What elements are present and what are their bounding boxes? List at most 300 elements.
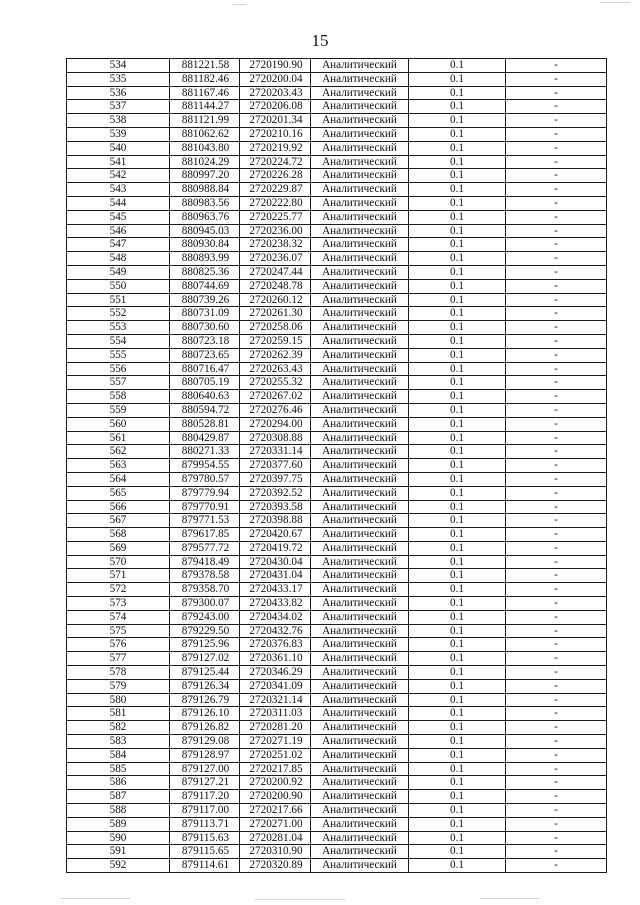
table-row bbox=[67, 624, 607, 638]
scan-artifact bbox=[232, 4, 246, 5]
page-number: 15 bbox=[311, 31, 329, 50]
method-cell: Аналитический bbox=[311, 500, 409, 514]
method-cell: Аналитический bbox=[311, 362, 409, 376]
point-number-cell: 547 bbox=[67, 238, 170, 252]
note-cell: - bbox=[506, 845, 607, 859]
x-coordinate-cell: 879770.91 bbox=[170, 500, 240, 514]
y-coordinate-cell: 2720281.04 bbox=[240, 831, 311, 845]
note-cell: - bbox=[506, 583, 607, 597]
table-row bbox=[67, 307, 607, 321]
point-number-cell: 580 bbox=[67, 693, 170, 707]
x-coordinate-cell: 881144.27 bbox=[170, 100, 240, 114]
point-number-cell: 552 bbox=[67, 307, 170, 321]
point-number-cell: 544 bbox=[67, 196, 170, 210]
method-cell: Аналитический bbox=[311, 472, 409, 486]
method-cell: Аналитический bbox=[311, 610, 409, 624]
x-coordinate-cell: 879954.55 bbox=[170, 459, 240, 473]
y-coordinate-cell: 2720398.88 bbox=[240, 514, 311, 528]
table-row bbox=[67, 321, 607, 335]
table-row bbox=[67, 472, 607, 486]
point-number-cell: 590 bbox=[67, 831, 170, 845]
method-cell: Аналитический bbox=[311, 59, 409, 73]
point-number-cell: 556 bbox=[67, 362, 170, 376]
table-row bbox=[67, 72, 607, 86]
accuracy-cell: 0.1 bbox=[409, 472, 506, 486]
y-coordinate-cell: 2720392.52 bbox=[240, 486, 311, 500]
point-number-cell: 574 bbox=[67, 610, 170, 624]
x-coordinate-cell: 879117.20 bbox=[170, 790, 240, 804]
accuracy-cell: 0.1 bbox=[409, 804, 506, 818]
note-cell: - bbox=[506, 693, 607, 707]
table-row bbox=[67, 597, 607, 611]
method-cell: Аналитический bbox=[311, 114, 409, 128]
point-number-cell: 543 bbox=[67, 183, 170, 197]
point-number-cell: 559 bbox=[67, 403, 170, 417]
accuracy-cell: 0.1 bbox=[409, 555, 506, 569]
accuracy-cell: 0.1 bbox=[409, 86, 506, 100]
y-coordinate-cell: 2720331.14 bbox=[240, 445, 311, 459]
point-number-cell: 567 bbox=[67, 514, 170, 528]
point-number-cell: 577 bbox=[67, 652, 170, 666]
y-coordinate-cell: 2720397.75 bbox=[240, 472, 311, 486]
method-cell: Аналитический bbox=[311, 169, 409, 183]
method-cell: Аналитический bbox=[311, 652, 409, 666]
note-cell: - bbox=[506, 541, 607, 555]
note-cell: - bbox=[506, 431, 607, 445]
y-coordinate-cell: 2720251.02 bbox=[240, 748, 311, 762]
point-number-cell: 560 bbox=[67, 417, 170, 431]
method-cell: Аналитический bbox=[311, 390, 409, 404]
x-coordinate-cell: 880930.84 bbox=[170, 238, 240, 252]
x-coordinate-cell: 879229.50 bbox=[170, 624, 240, 638]
accuracy-cell: 0.1 bbox=[409, 735, 506, 749]
table-row bbox=[67, 334, 607, 348]
point-number-cell: 588 bbox=[67, 804, 170, 818]
table-row bbox=[67, 100, 607, 114]
y-coordinate-cell: 2720258.06 bbox=[240, 321, 311, 335]
note-cell: - bbox=[506, 403, 607, 417]
x-coordinate-cell: 879418.49 bbox=[170, 555, 240, 569]
method-cell: Аналитический bbox=[311, 555, 409, 569]
method-cell: Аналитический bbox=[311, 707, 409, 721]
coordinates-table bbox=[66, 58, 607, 873]
method-cell: Аналитический bbox=[311, 224, 409, 238]
y-coordinate-cell: 2720433.82 bbox=[240, 597, 311, 611]
y-coordinate-cell: 2720238.32 bbox=[240, 238, 311, 252]
table-row bbox=[67, 238, 607, 252]
accuracy-cell: 0.1 bbox=[409, 624, 506, 638]
x-coordinate-cell: 879128.97 bbox=[170, 748, 240, 762]
table-row bbox=[67, 528, 607, 542]
x-coordinate-cell: 880271.33 bbox=[170, 445, 240, 459]
note-cell: - bbox=[506, 183, 607, 197]
point-number-cell: 591 bbox=[67, 845, 170, 859]
x-coordinate-cell: 880723.65 bbox=[170, 348, 240, 362]
accuracy-cell: 0.1 bbox=[409, 390, 506, 404]
x-coordinate-cell: 879300.07 bbox=[170, 597, 240, 611]
x-coordinate-cell: 879771.53 bbox=[170, 514, 240, 528]
y-coordinate-cell: 2720255.32 bbox=[240, 376, 311, 390]
point-number-cell: 542 bbox=[67, 169, 170, 183]
method-cell: Аналитический bbox=[311, 721, 409, 735]
accuracy-cell: 0.1 bbox=[409, 845, 506, 859]
x-coordinate-cell: 879126.79 bbox=[170, 693, 240, 707]
accuracy-cell: 0.1 bbox=[409, 638, 506, 652]
table-row bbox=[67, 417, 607, 431]
point-number-cell: 555 bbox=[67, 348, 170, 362]
point-number-cell: 575 bbox=[67, 624, 170, 638]
accuracy-cell: 0.1 bbox=[409, 265, 506, 279]
table-row bbox=[67, 183, 607, 197]
note-cell: - bbox=[506, 169, 607, 183]
accuracy-cell: 0.1 bbox=[409, 348, 506, 362]
x-coordinate-cell: 879358.70 bbox=[170, 583, 240, 597]
note-cell: - bbox=[506, 472, 607, 486]
x-coordinate-cell: 879114.61 bbox=[170, 859, 240, 873]
note-cell: - bbox=[506, 555, 607, 569]
table-row bbox=[67, 293, 607, 307]
table-row bbox=[67, 555, 607, 569]
accuracy-cell: 0.1 bbox=[409, 127, 506, 141]
x-coordinate-cell: 879378.58 bbox=[170, 569, 240, 583]
table-row bbox=[67, 224, 607, 238]
method-cell: Аналитический bbox=[311, 638, 409, 652]
y-coordinate-cell: 2720311.03 bbox=[240, 707, 311, 721]
accuracy-cell: 0.1 bbox=[409, 431, 506, 445]
table-row bbox=[67, 486, 607, 500]
accuracy-cell: 0.1 bbox=[409, 59, 506, 73]
method-cell: Аналитический bbox=[311, 86, 409, 100]
point-number-cell: 589 bbox=[67, 817, 170, 831]
point-number-cell: 553 bbox=[67, 321, 170, 335]
table-row bbox=[67, 817, 607, 831]
note-cell: - bbox=[506, 666, 607, 680]
y-coordinate-cell: 2720200.92 bbox=[240, 776, 311, 790]
y-coordinate-cell: 2720219.92 bbox=[240, 141, 311, 155]
scan-artifact bbox=[60, 898, 130, 899]
y-coordinate-cell: 2720200.04 bbox=[240, 72, 311, 86]
note-cell: - bbox=[506, 597, 607, 611]
point-number-cell: 579 bbox=[67, 679, 170, 693]
table-row bbox=[67, 348, 607, 362]
y-coordinate-cell: 2720262.39 bbox=[240, 348, 311, 362]
point-number-cell: 557 bbox=[67, 376, 170, 390]
x-coordinate-cell: 879129.08 bbox=[170, 735, 240, 749]
note-cell: - bbox=[506, 500, 607, 514]
y-coordinate-cell: 2720206.08 bbox=[240, 100, 311, 114]
x-coordinate-cell: 881062.62 bbox=[170, 127, 240, 141]
y-coordinate-cell: 2720203.43 bbox=[240, 86, 311, 100]
y-coordinate-cell: 2720310.90 bbox=[240, 845, 311, 859]
point-number-cell: 561 bbox=[67, 431, 170, 445]
point-number-cell: 566 bbox=[67, 500, 170, 514]
note-cell: - bbox=[506, 293, 607, 307]
accuracy-cell: 0.1 bbox=[409, 541, 506, 555]
accuracy-cell: 0.1 bbox=[409, 597, 506, 611]
x-coordinate-cell: 879125.44 bbox=[170, 666, 240, 680]
y-coordinate-cell: 2720236.00 bbox=[240, 224, 311, 238]
point-number-cell: 587 bbox=[67, 790, 170, 804]
method-cell: Аналитический bbox=[311, 735, 409, 749]
table-row bbox=[67, 845, 607, 859]
method-cell: Аналитический bbox=[311, 528, 409, 542]
point-number-cell: 554 bbox=[67, 334, 170, 348]
method-cell: Аналитический bbox=[311, 238, 409, 252]
scan-artifact bbox=[480, 898, 540, 899]
x-coordinate-cell: 881043.80 bbox=[170, 141, 240, 155]
table-row bbox=[67, 679, 607, 693]
x-coordinate-cell: 880744.69 bbox=[170, 279, 240, 293]
accuracy-cell: 0.1 bbox=[409, 486, 506, 500]
accuracy-cell: 0.1 bbox=[409, 859, 506, 873]
method-cell: Аналитический bbox=[311, 486, 409, 500]
x-coordinate-cell: 879115.65 bbox=[170, 845, 240, 859]
point-number-cell: 583 bbox=[67, 735, 170, 749]
method-cell: Аналитический bbox=[311, 155, 409, 169]
table-row bbox=[67, 500, 607, 514]
x-coordinate-cell: 879126.34 bbox=[170, 679, 240, 693]
method-cell: Аналитический bbox=[311, 459, 409, 473]
note-cell: - bbox=[506, 748, 607, 762]
accuracy-cell: 0.1 bbox=[409, 569, 506, 583]
point-number-cell: 546 bbox=[67, 224, 170, 238]
accuracy-cell: 0.1 bbox=[409, 528, 506, 542]
method-cell: Аналитический bbox=[311, 845, 409, 859]
table-row bbox=[67, 790, 607, 804]
y-coordinate-cell: 2720361.10 bbox=[240, 652, 311, 666]
y-coordinate-cell: 2720376.83 bbox=[240, 638, 311, 652]
method-cell: Аналитический bbox=[311, 624, 409, 638]
y-coordinate-cell: 2720263.43 bbox=[240, 362, 311, 376]
point-number-cell: 541 bbox=[67, 155, 170, 169]
point-number-cell: 550 bbox=[67, 279, 170, 293]
method-cell: Аналитический bbox=[311, 183, 409, 197]
y-coordinate-cell: 2720271.00 bbox=[240, 817, 311, 831]
note-cell: - bbox=[506, 196, 607, 210]
note-cell: - bbox=[506, 334, 607, 348]
note-cell: - bbox=[506, 376, 607, 390]
x-coordinate-cell: 880988.84 bbox=[170, 183, 240, 197]
accuracy-cell: 0.1 bbox=[409, 376, 506, 390]
y-coordinate-cell: 2720236.07 bbox=[240, 252, 311, 266]
method-cell: Аналитический bbox=[311, 666, 409, 680]
note-cell: - bbox=[506, 390, 607, 404]
note-cell: - bbox=[506, 817, 607, 831]
table-row bbox=[67, 376, 607, 390]
point-number-cell: 564 bbox=[67, 472, 170, 486]
x-coordinate-cell: 880731.09 bbox=[170, 307, 240, 321]
method-cell: Аналитический bbox=[311, 762, 409, 776]
point-number-cell: 548 bbox=[67, 252, 170, 266]
y-coordinate-cell: 2720225.77 bbox=[240, 210, 311, 224]
x-coordinate-cell: 881182.46 bbox=[170, 72, 240, 86]
accuracy-cell: 0.1 bbox=[409, 238, 506, 252]
table-row bbox=[67, 610, 607, 624]
note-cell: - bbox=[506, 638, 607, 652]
y-coordinate-cell: 2720229.87 bbox=[240, 183, 311, 197]
method-cell: Аналитический bbox=[311, 293, 409, 307]
table-row bbox=[67, 514, 607, 528]
method-cell: Аналитический bbox=[311, 445, 409, 459]
point-number-cell: 545 bbox=[67, 210, 170, 224]
table-row bbox=[67, 748, 607, 762]
accuracy-cell: 0.1 bbox=[409, 831, 506, 845]
x-coordinate-cell: 880997.20 bbox=[170, 169, 240, 183]
accuracy-cell: 0.1 bbox=[409, 72, 506, 86]
point-number-cell: 569 bbox=[67, 541, 170, 555]
note-cell: - bbox=[506, 210, 607, 224]
note-cell: - bbox=[506, 141, 607, 155]
x-coordinate-cell: 881221.58 bbox=[170, 59, 240, 73]
method-cell: Аналитический bbox=[311, 141, 409, 155]
point-number-cell: 585 bbox=[67, 762, 170, 776]
y-coordinate-cell: 2720430.04 bbox=[240, 555, 311, 569]
note-cell: - bbox=[506, 348, 607, 362]
scan-artifact bbox=[600, 2, 630, 3]
table-row bbox=[67, 831, 607, 845]
accuracy-cell: 0.1 bbox=[409, 403, 506, 417]
method-cell: Аналитический bbox=[311, 859, 409, 873]
table-row bbox=[67, 804, 607, 818]
accuracy-cell: 0.1 bbox=[409, 445, 506, 459]
point-number-cell: 576 bbox=[67, 638, 170, 652]
table-row bbox=[67, 279, 607, 293]
method-cell: Аналитический bbox=[311, 790, 409, 804]
x-coordinate-cell: 879125.96 bbox=[170, 638, 240, 652]
accuracy-cell: 0.1 bbox=[409, 293, 506, 307]
x-coordinate-cell: 881024.29 bbox=[170, 155, 240, 169]
table-row bbox=[67, 721, 607, 735]
accuracy-cell: 0.1 bbox=[409, 224, 506, 238]
x-coordinate-cell: 880825.36 bbox=[170, 265, 240, 279]
method-cell: Аналитический bbox=[311, 127, 409, 141]
method-cell: Аналитический bbox=[311, 72, 409, 86]
point-number-cell: 573 bbox=[67, 597, 170, 611]
method-cell: Аналитический bbox=[311, 252, 409, 266]
point-number-cell: 537 bbox=[67, 100, 170, 114]
y-coordinate-cell: 2720432.76 bbox=[240, 624, 311, 638]
accuracy-cell: 0.1 bbox=[409, 514, 506, 528]
y-coordinate-cell: 2720271.19 bbox=[240, 735, 311, 749]
method-cell: Аналитический bbox=[311, 307, 409, 321]
coordinates-table-body bbox=[67, 59, 607, 873]
y-coordinate-cell: 2720224.72 bbox=[240, 155, 311, 169]
note-cell: - bbox=[506, 100, 607, 114]
accuracy-cell: 0.1 bbox=[409, 417, 506, 431]
note-cell: - bbox=[506, 307, 607, 321]
method-cell: Аналитический bbox=[311, 693, 409, 707]
method-cell: Аналитический bbox=[311, 265, 409, 279]
table-row bbox=[67, 859, 607, 873]
x-coordinate-cell: 879115.63 bbox=[170, 831, 240, 845]
table-row bbox=[67, 459, 607, 473]
note-cell: - bbox=[506, 721, 607, 735]
table-row bbox=[67, 114, 607, 128]
point-number-cell: 562 bbox=[67, 445, 170, 459]
table-row bbox=[67, 265, 607, 279]
note-cell: - bbox=[506, 790, 607, 804]
note-cell: - bbox=[506, 155, 607, 169]
x-coordinate-cell: 880716.47 bbox=[170, 362, 240, 376]
accuracy-cell: 0.1 bbox=[409, 721, 506, 735]
accuracy-cell: 0.1 bbox=[409, 183, 506, 197]
note-cell: - bbox=[506, 362, 607, 376]
note-cell: - bbox=[506, 679, 607, 693]
point-number-cell: 535 bbox=[67, 72, 170, 86]
note-cell: - bbox=[506, 610, 607, 624]
note-cell: - bbox=[506, 707, 607, 721]
accuracy-cell: 0.1 bbox=[409, 748, 506, 762]
method-cell: Аналитический bbox=[311, 804, 409, 818]
note-cell: - bbox=[506, 59, 607, 73]
table-row bbox=[67, 362, 607, 376]
accuracy-cell: 0.1 bbox=[409, 279, 506, 293]
method-cell: Аналитический bbox=[311, 748, 409, 762]
method-cell: Аналитический bbox=[311, 321, 409, 335]
table-row bbox=[67, 169, 607, 183]
y-coordinate-cell: 2720210.16 bbox=[240, 127, 311, 141]
table-row bbox=[67, 390, 607, 404]
accuracy-cell: 0.1 bbox=[409, 114, 506, 128]
method-cell: Аналитический bbox=[311, 417, 409, 431]
note-cell: - bbox=[506, 252, 607, 266]
accuracy-cell: 0.1 bbox=[409, 210, 506, 224]
method-cell: Аналитический bbox=[311, 514, 409, 528]
y-coordinate-cell: 2720276.46 bbox=[240, 403, 311, 417]
x-coordinate-cell: 880893.99 bbox=[170, 252, 240, 266]
table-row bbox=[67, 252, 607, 266]
table-row bbox=[67, 445, 607, 459]
x-coordinate-cell: 879127.00 bbox=[170, 762, 240, 776]
table-row bbox=[67, 693, 607, 707]
x-coordinate-cell: 879243.00 bbox=[170, 610, 240, 624]
y-coordinate-cell: 2720260.12 bbox=[240, 293, 311, 307]
accuracy-cell: 0.1 bbox=[409, 334, 506, 348]
accuracy-cell: 0.1 bbox=[409, 776, 506, 790]
accuracy-cell: 0.1 bbox=[409, 141, 506, 155]
accuracy-cell: 0.1 bbox=[409, 155, 506, 169]
table-row bbox=[67, 569, 607, 583]
point-number-cell: 572 bbox=[67, 583, 170, 597]
y-coordinate-cell: 2720419.72 bbox=[240, 541, 311, 555]
method-cell: Аналитический bbox=[311, 210, 409, 224]
point-number-cell: 558 bbox=[67, 390, 170, 404]
point-number-cell: 586 bbox=[67, 776, 170, 790]
table-row bbox=[67, 403, 607, 417]
method-cell: Аналитический bbox=[311, 831, 409, 845]
point-number-cell: 592 bbox=[67, 859, 170, 873]
note-cell: - bbox=[506, 86, 607, 100]
note-cell: - bbox=[506, 445, 607, 459]
y-coordinate-cell: 2720190.90 bbox=[240, 59, 311, 73]
method-cell: Аналитический bbox=[311, 569, 409, 583]
x-coordinate-cell: 880528.81 bbox=[170, 417, 240, 431]
x-coordinate-cell: 880705.19 bbox=[170, 376, 240, 390]
y-coordinate-cell: 2720261.30 bbox=[240, 307, 311, 321]
method-cell: Аналитический bbox=[311, 100, 409, 114]
accuracy-cell: 0.1 bbox=[409, 169, 506, 183]
y-coordinate-cell: 2720201.34 bbox=[240, 114, 311, 128]
accuracy-cell: 0.1 bbox=[409, 693, 506, 707]
accuracy-cell: 0.1 bbox=[409, 707, 506, 721]
table-row bbox=[67, 141, 607, 155]
point-number-cell: 565 bbox=[67, 486, 170, 500]
point-number-cell: 538 bbox=[67, 114, 170, 128]
method-cell: Аналитический bbox=[311, 583, 409, 597]
table-row bbox=[67, 735, 607, 749]
x-coordinate-cell: 880429.87 bbox=[170, 431, 240, 445]
table-row bbox=[67, 583, 607, 597]
